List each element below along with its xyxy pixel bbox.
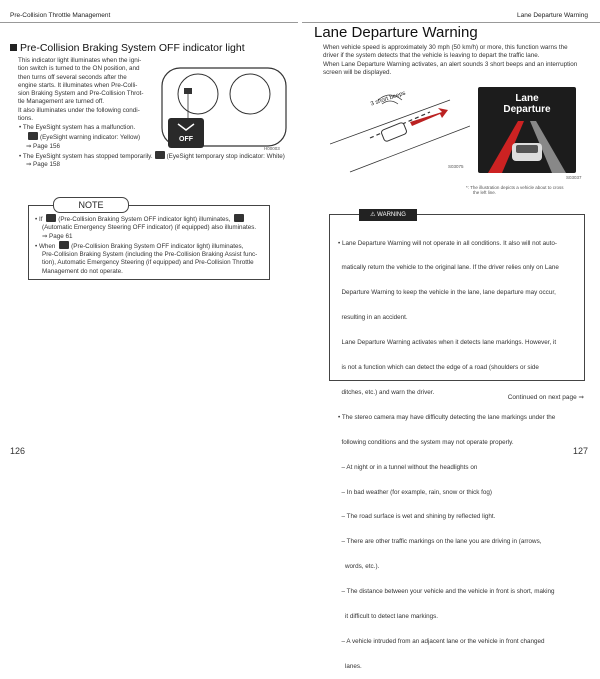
- warning-content: • Lane Departure Warning will not operate in all conditions. It also will not auto- matically return the vehicle to the original lane. If the driver relies only on Lane Departure Warning to keep the vehicle in the lane, lane departure may occur, resulting in an accident. Lane Departure Warning activates when it detects lane markings. However, it is not a function which can detect the edge of a road (shoulders or side ditches, etc.) and warn the driver. • The stereo camera may have difficulty detecting the lane markings under the following conditions and the system may not operate properly. – At night or in a tunnel without the headlights on – In bad weather (for example, rain, snow or thick fog) – The road surface is wet and shining by reflected light. – There are other traffic markings on the lane you are driving in (arrows, words, etc.). – The distance between your vehicle and the vehicle in front is short, making it difficult to detect lane markings. – A vehicle intruded from an adjacent lane or the vehicle in front changed lanes.: [338, 239, 559, 670]
- steering-off-icon: [234, 214, 244, 222]
- note-line: tion), Automatic Emergency Steering (if equipped) and Pre-Collision Throttle: [42, 259, 254, 267]
- note-content: [34, 214, 262, 276]
- right-page-number: 127: [572, 446, 588, 456]
- intro-line: then turns off several seconds after the: [18, 73, 127, 81]
- warning-triangle-icon: ⚠: [370, 212, 376, 218]
- intro-line: driver if the system detects that the vehicle is leaving to depart the traffic lane.: [323, 52, 540, 60]
- section-square-icon: [10, 44, 17, 51]
- intro-line: tions.: [18, 115, 34, 123]
- figure-caption: *: The illustration depicts a vehicle about to cross the left line.: [466, 185, 564, 195]
- intro-line: tle Management are turned off.: [18, 98, 104, 106]
- right-page-header: Lane Departure Warning: [517, 12, 588, 19]
- left-bullets: [18, 124, 288, 169]
- note-label: NOTE: [53, 197, 129, 213]
- bullet-item: • The EyeSight system has a malfunction.: [19, 124, 136, 131]
- intro-line: sion Braking System and Pre-Collision Throt-: [18, 90, 144, 98]
- note-line: (Automatic Emergency Steering OFF indicator) (if equipped) also illuminates.: [42, 224, 257, 232]
- off-indicator-icon: [46, 214, 56, 222]
- intro-line: screen will be displayed.: [323, 68, 392, 76]
- off-badge: OFF: [179, 136, 193, 143]
- page-ref[interactable]: ⇒ Page 61: [42, 232, 73, 240]
- intro-line: engine starts. It illuminates when Pre-Colli-: [18, 81, 138, 89]
- temporary-stop-icon: [155, 151, 165, 159]
- bullet-item: • The EyeSight system has stopped temporarily. (EyeSight temporary stop indicator: White): [19, 152, 285, 160]
- right-intro: [323, 44, 589, 77]
- page-ref[interactable]: ⇒ Page 158: [26, 161, 60, 169]
- warning-indicator-icon: [28, 132, 38, 140]
- figure-code: H00003: [264, 146, 280, 151]
- right-header-rule: [302, 22, 600, 23]
- right-page-title: Lane Departure Warning: [314, 24, 478, 41]
- intro-line: This indicator light illuminates when the igni-: [18, 57, 142, 64]
- page-ref[interactable]: ⇒ Page 156: [26, 142, 60, 150]
- beeps-label: 3 short beeps: [369, 90, 407, 108]
- intro-line: When vehicle speed is approximately 30 mph (50 km/h) or more, this function warns the: [323, 44, 568, 51]
- lane-departure-screen: [478, 87, 576, 173]
- continued-link[interactable]: Continued on next page ⇒: [507, 394, 584, 401]
- left-intro: [18, 57, 158, 123]
- left-header-rule: [0, 22, 298, 23]
- note-item: • When (Pre-Collision Braking System OFF indicator light) illuminates,: [35, 242, 244, 250]
- intro-line: It also illuminates under the following condi-: [18, 106, 140, 114]
- bullet-sub: (EyeSight warning indicator: Yellow): [18, 132, 288, 142]
- note-line: Pre-Collision Braking System (including the Pre-Collision Braking Assist func-: [42, 251, 258, 259]
- note-line: Management do not operate.: [42, 267, 123, 275]
- intro-line: When Lane Departure Warning activates, an alert sounds 3 short beeps and an interruption: [323, 60, 578, 68]
- figure-code-right: S03037: [566, 175, 582, 180]
- figure-code-left: S03075: [448, 164, 464, 169]
- off-indicator-icon: [59, 241, 69, 249]
- screen-car-icon: [478, 117, 576, 173]
- left-section-title-text: Pre-Collision Braking System OFF indicator light: [20, 42, 245, 54]
- left-page-number: 126: [10, 446, 26, 456]
- left-section-title: [10, 42, 245, 54]
- intro-line: tion switch is turned to the ON position, and: [18, 65, 140, 73]
- warning-label: ⚠ WARNING: [359, 209, 417, 221]
- left-page-header: Pre-Collision Throttle Management: [10, 12, 111, 19]
- screen-title: Lane Departure: [503, 93, 551, 115]
- road-figure: [330, 82, 470, 174]
- note-item: • If (Pre-Collision Braking System OFF indicator light) illuminates,: [34, 214, 262, 224]
